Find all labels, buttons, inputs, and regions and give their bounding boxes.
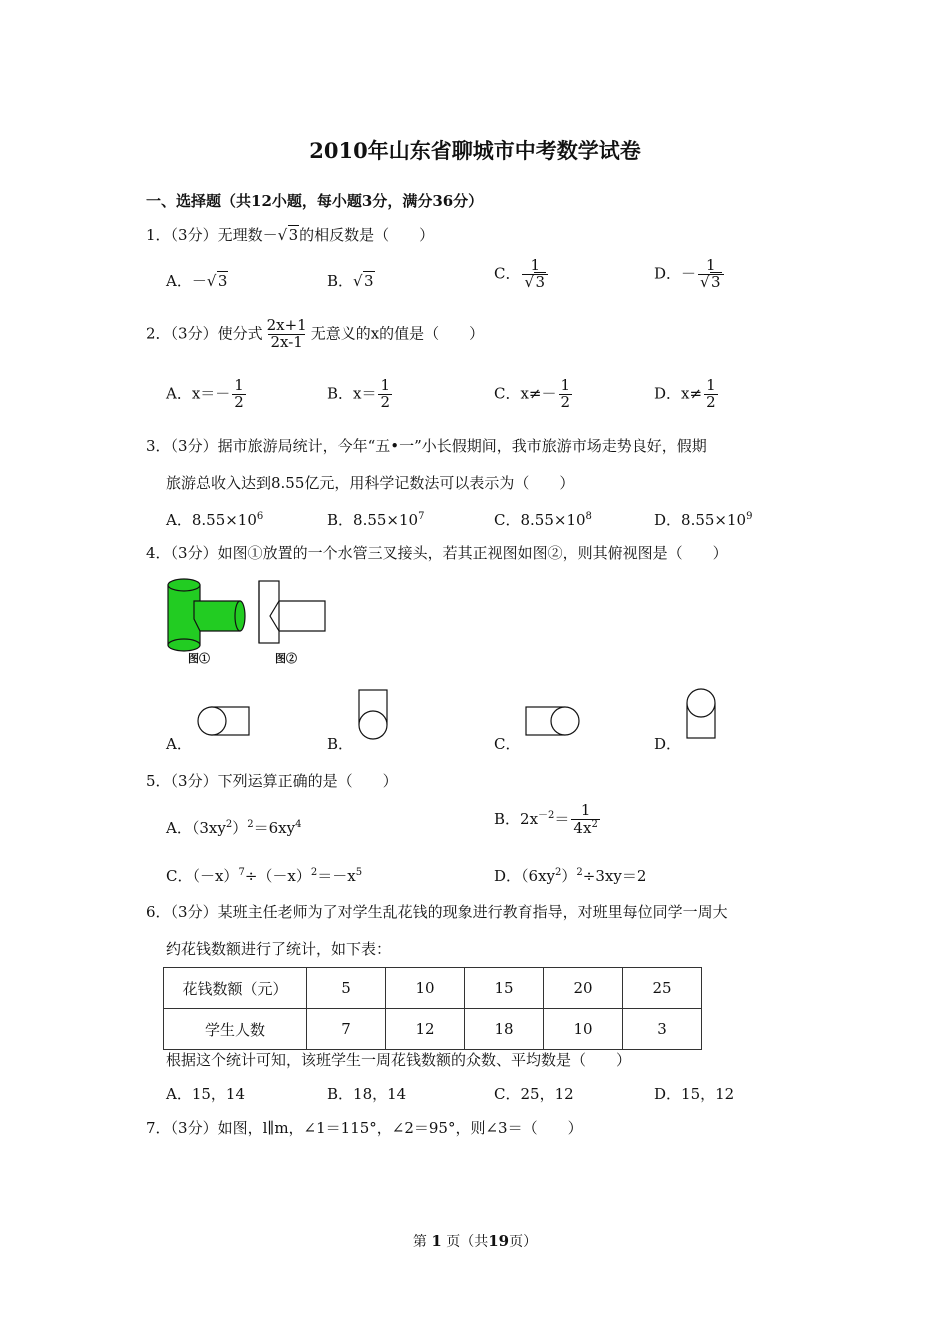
q6-option-a: A．15，14 [166, 1085, 246, 1103]
q3-option-a [166, 509, 263, 530]
numerator: 1 [234, 376, 244, 394]
exponent: 2 [247, 819, 254, 830]
figure-2-label: 图② [275, 652, 297, 665]
option-label: B． [327, 272, 354, 290]
q4-option-c-label: C． [494, 735, 521, 753]
q2-option-b [327, 378, 394, 411]
exponent: 2 [310, 867, 318, 878]
question-5-stem: 5．（3分）下列运算正确的是（ ） [146, 772, 398, 790]
table-cell: 3 [623, 1009, 702, 1050]
pipe-3d-figure [168, 579, 245, 651]
fraction [378, 378, 392, 411]
numerator: 1 [560, 376, 571, 394]
fraction [522, 258, 548, 291]
sqrt: √ 3 [277, 226, 299, 244]
q6-option-b: B．18，14 [327, 1085, 407, 1103]
fraction [698, 258, 724, 291]
option-text: B．2x [494, 809, 539, 828]
footer-text: 第 [412, 1234, 427, 1250]
sqrt: √ 3 [206, 272, 228, 290]
q2-option-d [654, 378, 720, 411]
option-text: ÷3xy＝2 [582, 867, 647, 885]
question-6-line-1: 6．（3分）某班主任老师为了对学生乱花钱的现象进行教育指导，对班里每位同学一周大 [146, 903, 728, 921]
exponent: 6 [256, 511, 264, 522]
radicand: 3 [364, 272, 374, 290]
numerator: 1 [530, 256, 541, 274]
table-cell: 5 [307, 968, 386, 1009]
option-label: C． [494, 264, 521, 283]
radicand: 3 [217, 272, 228, 290]
q5-option-b [494, 803, 602, 837]
exponent: 7 [418, 511, 425, 522]
q4-option-b-label: B． [327, 735, 354, 753]
exponent: 2 [576, 867, 583, 878]
page-number: 1 [431, 1232, 442, 1250]
radicand: 3 [535, 272, 546, 291]
q1-stem-post: 的相反数是（ ） [299, 226, 435, 244]
denominator: 2 [380, 392, 391, 411]
table-cell: 学生人数 [164, 1009, 307, 1050]
numerator: 2x+1 [266, 316, 307, 334]
denominator: 2 [560, 392, 571, 411]
table-cell: 7 [307, 1009, 386, 1050]
question-6-line-3: 根据这个统计可知，该班学生一周花钱数额的众数、平均数是（ ） [166, 1051, 632, 1069]
exponent: 4 [295, 819, 302, 830]
exponent: 8 [585, 511, 592, 522]
option-text: A．8.55×10 [166, 511, 257, 529]
q6-option-d: D．15，12 [654, 1085, 735, 1103]
table-cell: 10 [544, 1009, 623, 1050]
option-text: B．8.55×10 [327, 511, 419, 529]
q2-option-c [494, 378, 574, 411]
q1-stem-pre: 1．（3分）无理数－ [146, 226, 278, 244]
table-cell: 25 [623, 968, 702, 1009]
table-row [164, 968, 702, 1009]
denominator: 2 [234, 392, 244, 411]
radicand: 3 [288, 226, 299, 244]
table-row [164, 1009, 702, 1050]
sqrt: √ 3 [353, 272, 374, 290]
table-cell: 20 [544, 968, 623, 1009]
option-text: ＝6xy [253, 819, 296, 837]
option-text: D．8.55×10 [654, 511, 747, 529]
question-1-stem [146, 224, 434, 245]
question-6-line-2: 约花钱数额进行了统计，如下表： [166, 940, 392, 958]
figure-1-label: 图① [188, 652, 210, 665]
spending-table [163, 967, 702, 1050]
fraction [571, 803, 599, 837]
q1-option-b [327, 270, 375, 291]
page-footer [0, 1231, 950, 1251]
q5-option-c [166, 865, 362, 886]
q1-option-d [654, 258, 726, 291]
q1-option-c [494, 258, 550, 291]
fraction [559, 378, 573, 411]
exponent: 2 [225, 819, 233, 830]
fraction [232, 378, 246, 411]
total-pages: 19 [488, 1232, 510, 1250]
option-label: B．x＝ [327, 384, 377, 403]
q6-option-c: C．25，12 [494, 1085, 574, 1103]
exponent: －2 [538, 809, 555, 821]
q2-stem-post: 无意义的x的值是（ ） [310, 324, 485, 343]
q5-option-a [166, 817, 301, 838]
option-label: C．x≠－ [494, 384, 557, 403]
question-2-stem [146, 318, 484, 351]
numerator: 1 [706, 376, 716, 394]
option-label: D．x≠ [654, 384, 703, 403]
table-cell: 15 [465, 968, 544, 1009]
footer-text: 页） [509, 1234, 538, 1250]
footer-text: 页（共 [446, 1234, 489, 1250]
denominator [571, 819, 599, 837]
table-cell: 10 [386, 968, 465, 1009]
table-cell: 花钱数额（元） [164, 968, 307, 1009]
denominator: √ 3 [522, 274, 548, 291]
numerator: 1 [380, 376, 391, 394]
q5-option-d [494, 865, 646, 886]
table-cell: 12 [386, 1009, 465, 1050]
exponent: 7 [238, 867, 245, 878]
q4-option-b-figure [355, 688, 391, 744]
exponent: 9 [746, 511, 753, 522]
pipe-front-view-figure [259, 581, 325, 643]
fraction [704, 378, 718, 411]
q4-option-a-figure [195, 703, 255, 739]
exponent: 2 [591, 818, 598, 830]
q3-option-c [494, 509, 592, 530]
q1-option-a [166, 270, 228, 291]
option-text: C．（－x） [166, 867, 239, 885]
fraction [265, 318, 309, 351]
exponent: 5 [355, 867, 363, 878]
numerator: 1 [706, 256, 716, 274]
q3-option-d [654, 509, 752, 530]
denominator: 2x-1 [270, 332, 303, 351]
q4-option-d-label: D． [654, 735, 682, 753]
option-text: ＝－x [317, 867, 356, 885]
radicand: 3 [711, 272, 721, 291]
table-cell: 18 [465, 1009, 544, 1050]
question-4-stem: 4．（3分）如图①放置的一个水管三叉接头，若其正视图如图②，则其俯视图是（ ） [146, 544, 728, 562]
q4-option-c-figure [524, 703, 584, 739]
denominator-base: 4x [573, 818, 592, 837]
q2-option-a [166, 378, 248, 411]
question-3-line-1: 3．（3分）据市旅游局统计，今年“五•一”小长假期间，我市旅游市场走势良好，假期 [146, 437, 707, 455]
section-heading: 一、选择题（共12小题，每小题3分，满分36分） [146, 192, 484, 210]
question-7-stem: 7．（3分）如图，l∥m，∠1＝115°，∠2＝95°，则∠3＝（ ） [146, 1119, 583, 1137]
q2-stem-pre: 2．（3分）使分式 [146, 324, 263, 343]
option-label: D．－ [654, 264, 697, 283]
q4-option-d-figure [683, 686, 719, 742]
denominator: 2 [706, 392, 716, 411]
option-text: A．（3xy [166, 819, 226, 837]
option-label: A．x＝－ [166, 384, 231, 403]
exponent: 2 [555, 867, 562, 878]
denominator: √ 3 [698, 274, 724, 291]
page-title: 2010年山东省聊城市中考数学试卷 [309, 138, 641, 163]
q3-option-b [327, 509, 424, 530]
numerator: 1 [580, 801, 591, 819]
option-text: C．8.55×10 [494, 511, 586, 529]
option-text: ） [561, 867, 577, 885]
option-label: A．－ [166, 272, 207, 290]
pipe-tee-figures [160, 575, 340, 670]
option-text: ＝ [554, 809, 570, 828]
option-text: ÷（－x） [244, 867, 311, 885]
option-text: D．（6xy [494, 867, 556, 885]
option-text: ） [232, 819, 248, 837]
q4-option-a-label: A． [166, 735, 192, 753]
question-3-line-2: 旅游总收入达到8.55亿元，用科学记数法可以表示为（ ） [166, 474, 575, 492]
